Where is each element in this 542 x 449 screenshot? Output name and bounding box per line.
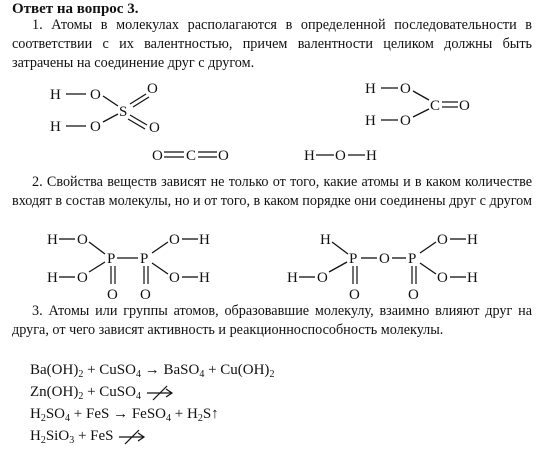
- acid-structure-right: [287, 232, 478, 302]
- atom-o: O: [335, 148, 346, 164]
- no-reaction-arrow-icon: [117, 429, 147, 445]
- equation-1: $Ba(OH)_2$ + CuSO$_4$ → BaSO$_4$ + $Cu(OH)_2$: [30, 362, 275, 380]
- atom-c: C: [430, 98, 441, 114]
- paragraph-1: [12, 16, 532, 73]
- no-reaction-arrow-icon: [145, 385, 175, 401]
- acid-structure-left: [47, 232, 210, 302]
- water-structure: [304, 148, 377, 164]
- carbonic-acid-structure: [365, 81, 470, 129]
- atom-h: H: [366, 148, 377, 164]
- atom-o: O: [107, 287, 118, 302]
- sulfuric-acid-structure: [50, 81, 160, 136]
- atom-o: O: [400, 81, 411, 97]
- atom-h: H: [320, 232, 331, 248]
- atom-o: O: [459, 98, 470, 114]
- atom-h: H: [199, 270, 210, 286]
- equation-4: $H_2SiO_3$ + FeS: [30, 426, 147, 446]
- atom-c: C: [186, 148, 197, 164]
- atom-o: O: [90, 87, 101, 103]
- atom-h: H: [365, 81, 376, 97]
- atom-o: O: [408, 287, 419, 302]
- atom-o: O: [218, 148, 229, 164]
- structures-row-1: [0, 74, 542, 174]
- answer-heading: Ответ на вопрос 3.: [12, 1, 139, 17]
- atom-p: P: [140, 251, 149, 267]
- atom-o: O: [400, 113, 411, 129]
- atom-o: O: [379, 251, 390, 267]
- atom-o: O: [169, 232, 180, 248]
- paragraph-1-text: 1. Атомы в молекулах располагаются в определенной последовательности в соответствии с их валентностью, причем валентности целиком должны быть затрачены на соединение друг с другом.: [12, 17, 532, 71]
- atom-o: O: [149, 120, 160, 136]
- atom-p: P: [349, 251, 358, 267]
- atom-o: O: [317, 270, 328, 286]
- atom-p: P: [107, 251, 116, 267]
- atom-o: O: [349, 287, 360, 302]
- atom-o: O: [147, 81, 158, 97]
- paragraph-2-text: 2. Свойства веществ зависят не только от того, какие атомы и в каком количестве входят в состав молекулы, но и от того, в каком порядке они соединены друг с другом: [12, 174, 532, 209]
- atom-h: H: [365, 113, 376, 129]
- paragraph-2: [12, 173, 532, 225]
- atom-s: S: [119, 104, 128, 120]
- carbon-dioxide-structure: [152, 148, 229, 164]
- atom-o: O: [90, 119, 101, 135]
- atom-h: H: [467, 232, 478, 248]
- atom-h: H: [199, 232, 210, 248]
- atom-h: H: [50, 87, 61, 103]
- atom-h: H: [287, 270, 298, 286]
- atom-h: H: [467, 270, 478, 286]
- atom-h: H: [47, 270, 58, 286]
- atom-o: O: [437, 270, 448, 286]
- paragraph-3-text: 3. Атомы или группы атомов, образовавшие молекулу, взаимно влияют друг на друга, от чего зависят активность и реакционноспособность молекулы.: [12, 303, 532, 338]
- atom-o: O: [77, 270, 88, 286]
- equation-2: $Zn(OH)_2$ + CuSO$_4$: [30, 382, 175, 402]
- atom-h: H: [50, 119, 61, 135]
- equation-3: $H_2SO_4$ + FeS → FeSO$_4$ + $H_2S↑$: [30, 406, 219, 424]
- atom-o: O: [437, 232, 448, 248]
- atom-o: O: [152, 148, 163, 164]
- atom-o: O: [169, 270, 180, 286]
- structures-row-2: [0, 222, 542, 302]
- atom-h: H: [47, 232, 58, 248]
- atom-h: H: [304, 148, 315, 164]
- paragraph-3: [12, 302, 532, 340]
- atom-o: O: [140, 287, 151, 302]
- atom-p: P: [408, 251, 417, 267]
- atom-o: O: [77, 232, 88, 248]
